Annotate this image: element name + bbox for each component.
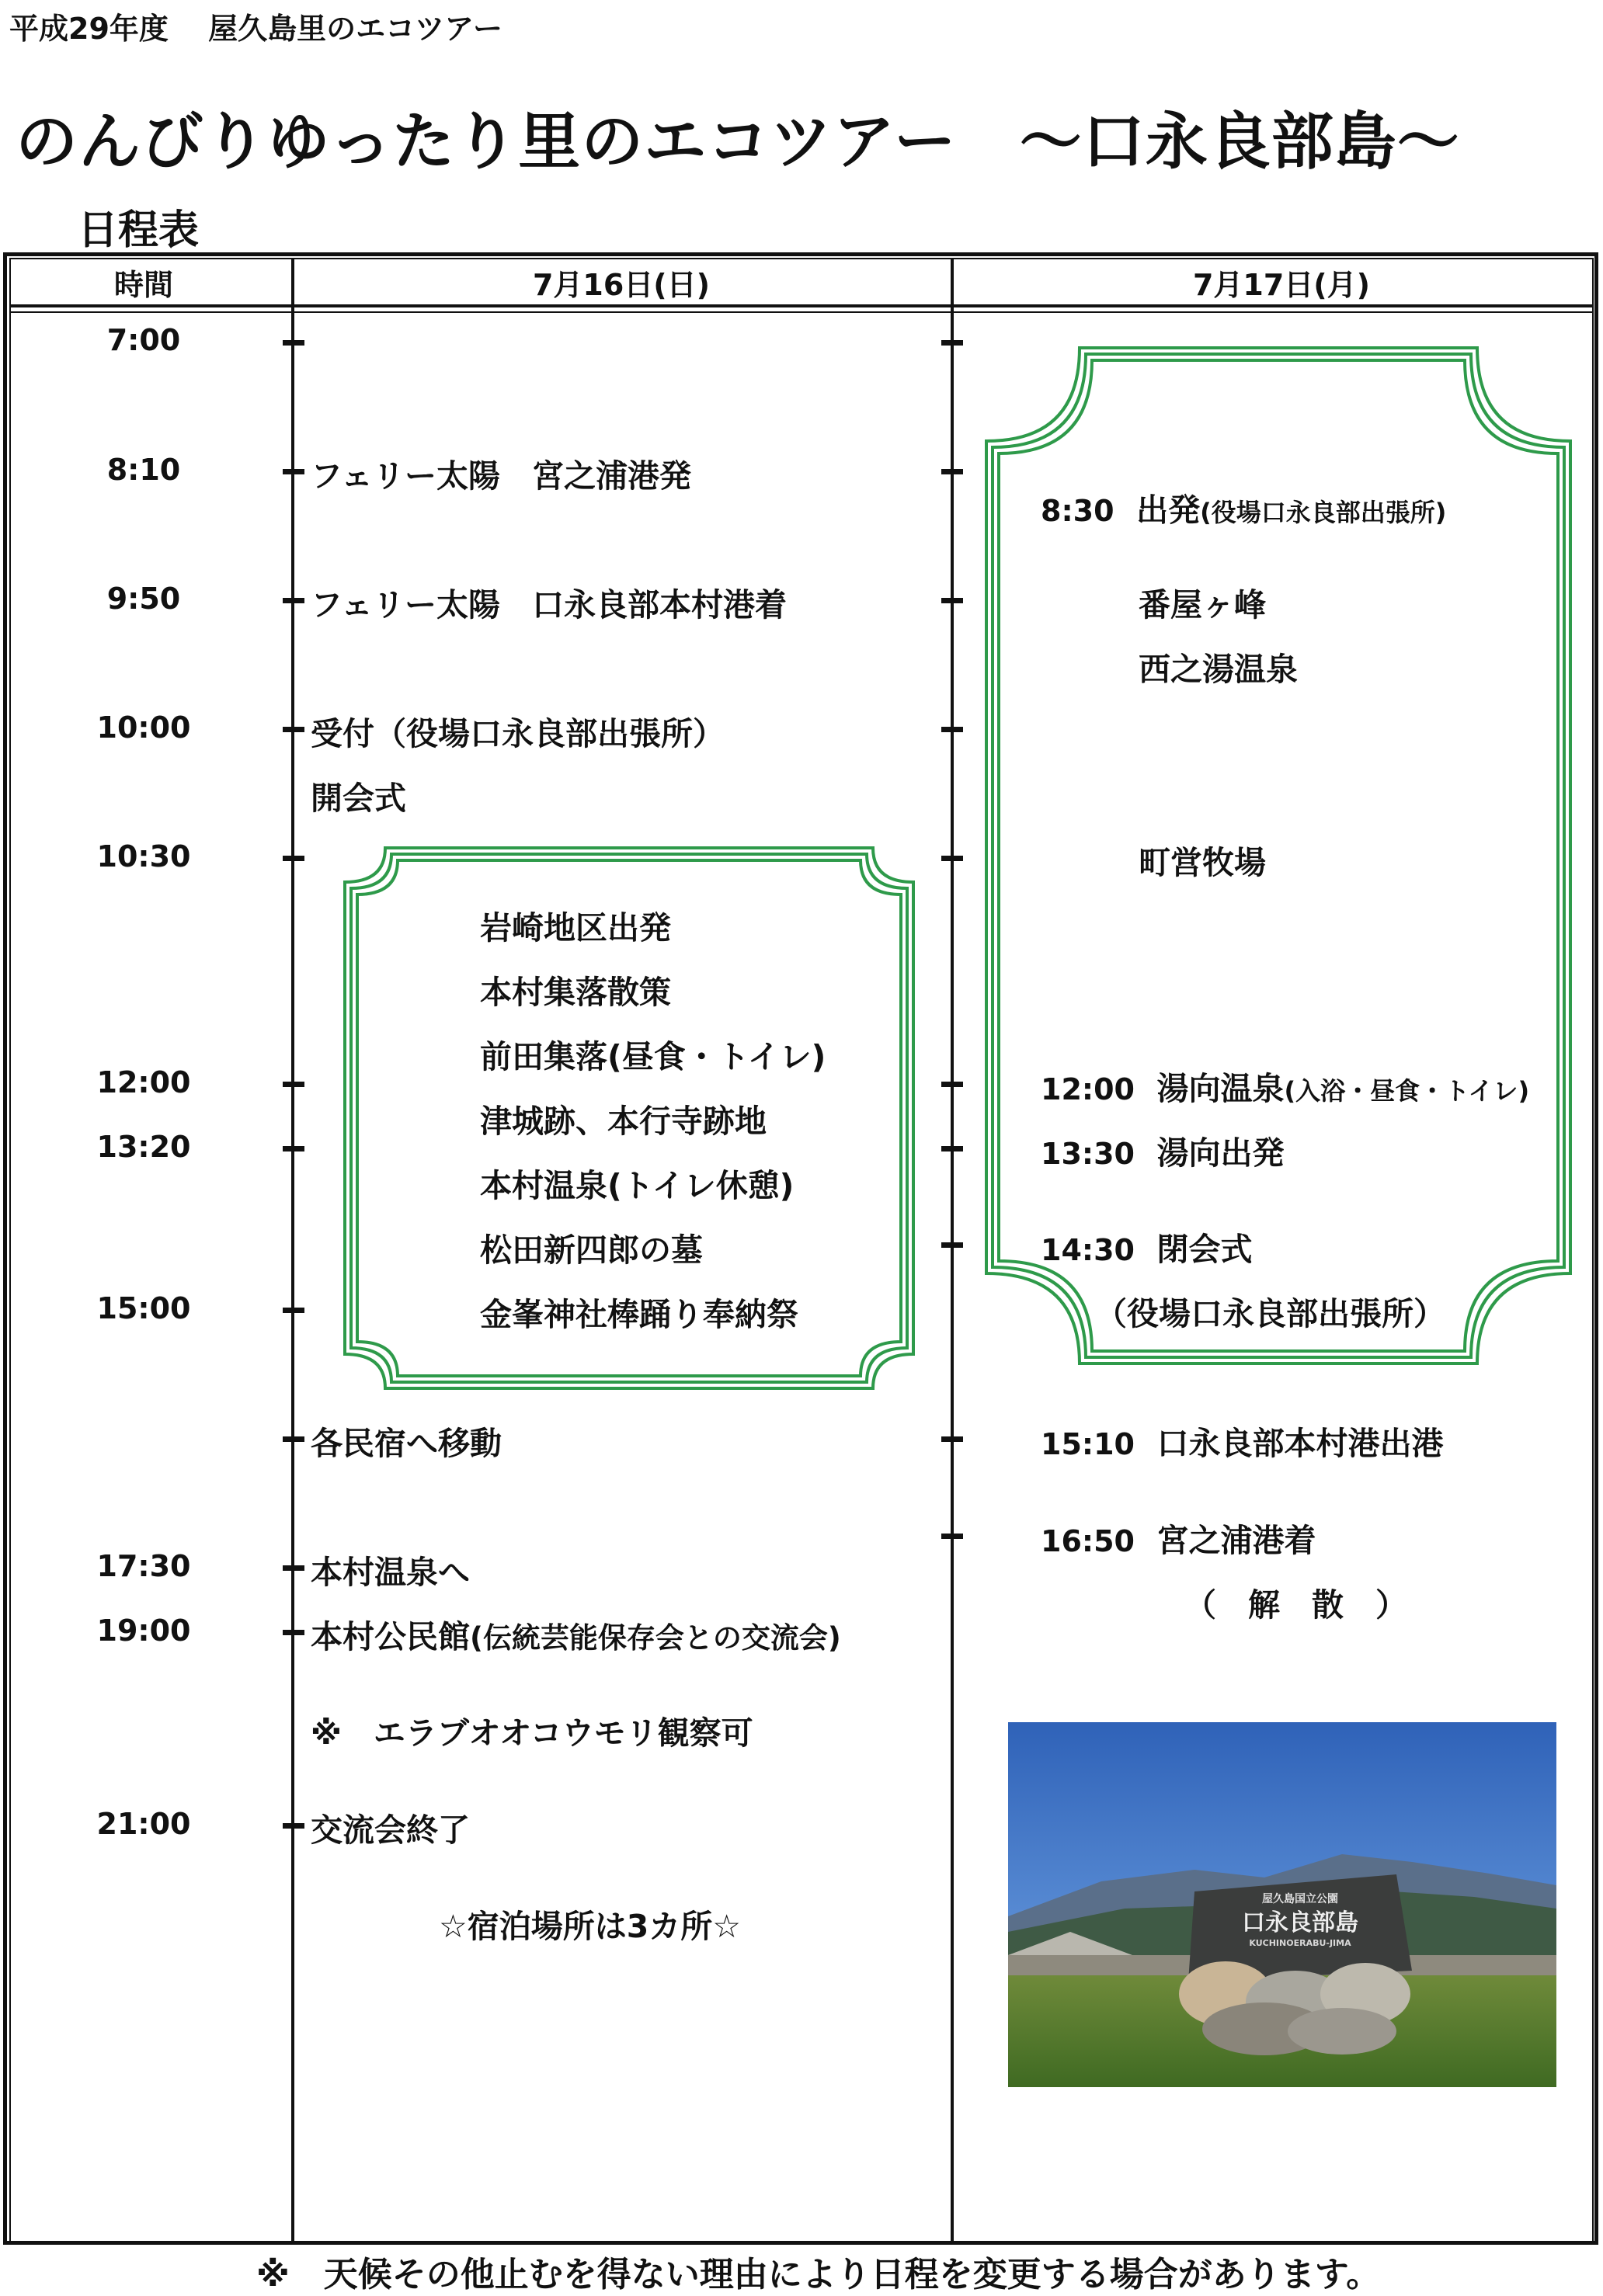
day1-bat-note: ※ エラブオオコウモリ観察可 — [311, 1714, 753, 1752]
tour-stop: 金峯神社棒踊り奉納祭 — [480, 1296, 798, 1333]
time-tick — [283, 1436, 304, 1442]
time-tick — [941, 1242, 963, 1248]
time-label: 13:20 — [96, 1130, 191, 1164]
day1-ferry-arrive: フェリー太陽 口永良部本村港着 — [311, 586, 787, 623]
day2-stop-ranch: 町営牧場 — [1139, 844, 1266, 881]
day1-lodging-note: ☆宿泊場所は3カ所☆ — [439, 1908, 742, 1945]
column-divider-1 — [291, 258, 294, 2242]
day1-onsen: 本村温泉へ — [311, 1554, 470, 1591]
day1-hall: 本村公民館(伝統芸能保存会との交流会) — [311, 1618, 841, 1655]
header-divider-inner — [9, 311, 1594, 313]
time-tick — [283, 1565, 304, 1571]
day2-depart: 8:30 出発(役場口永良部出張所) — [1041, 492, 1447, 529]
svg-text:口永良部島: 口永良部島 — [1242, 1909, 1358, 1936]
tour-stop: 本村集落散策 — [480, 974, 671, 1011]
tour-stop: 前田集落(昼食・トイレ) — [480, 1038, 826, 1075]
day2-stop-nishinoyu: 西之湯温泉 — [1139, 651, 1298, 688]
time-tick — [941, 340, 963, 346]
time-tick — [941, 727, 963, 732]
time-tick — [941, 856, 963, 861]
day2-closing-place: （役場口永良部出張所） — [1095, 1295, 1445, 1332]
time-label: 19:00 — [96, 1613, 191, 1648]
time-tick — [283, 1082, 304, 1087]
footer-note: ※ 天候その他止むを得ない理由により日程を変更する場合があります。 — [256, 2255, 1381, 2294]
time-label: 15:00 — [96, 1291, 191, 1325]
time-tick — [283, 1630, 304, 1635]
day2-port-depart: 15:10 口永良部本村港出港 — [1041, 1425, 1444, 1462]
time-tick — [941, 1534, 963, 1539]
time-tick — [283, 1823, 304, 1829]
time-tick — [283, 469, 304, 474]
time-tick — [283, 598, 304, 603]
island-monument-photo — [1008, 1722, 1556, 2087]
header-top-line: 平成29年度 屋久島里のエコツアー — [9, 12, 502, 46]
time-tick — [941, 469, 963, 474]
time-tick — [283, 1308, 304, 1313]
day2-closing: 14:30 閉会式 — [1041, 1231, 1253, 1268]
day1-end: 交流会終了 — [311, 1811, 470, 1849]
column-header-time: 時間 — [113, 268, 173, 302]
day1-ferry-depart: フェリー太陽 宮之浦港発 — [311, 457, 691, 495]
time-tick — [283, 856, 304, 861]
time-label: 9:50 — [106, 582, 181, 616]
time-label: 12:00 — [96, 1065, 191, 1099]
time-label: 10:00 — [96, 710, 191, 745]
tour-stop: 津城跡、本行寺跡地 — [480, 1103, 767, 1140]
day2-yumuki-onsen: 12:00 湯向温泉(入浴・昼食・トイレ) — [1041, 1070, 1530, 1107]
time-tick — [941, 1082, 963, 1087]
tour-stop: 本村温泉(トイレ休憩) — [480, 1167, 795, 1204]
time-tick — [941, 598, 963, 603]
time-tick — [283, 727, 304, 732]
time-label: 21:00 — [96, 1807, 191, 1841]
svg-text:KUCHINOERABU-JIMA: KUCHINOERABU-JIMA — [1249, 1938, 1351, 1948]
time-label: 7:00 — [106, 323, 181, 357]
tour-stop: 岩崎地区出発 — [480, 909, 671, 947]
day1-opening: 開会式 — [311, 780, 406, 817]
day1-reception: 受付（役場口永良部出張所） — [311, 715, 725, 752]
day2-arrive: 16:50 宮之浦港着 — [1041, 1522, 1316, 1559]
time-label: 8:10 — [106, 453, 181, 487]
header-divider — [9, 304, 1594, 307]
schedule-subtitle: 日程表 — [78, 207, 200, 254]
day2-stop-banyagamine: 番屋ヶ峰 — [1139, 586, 1266, 623]
column-header-day2: 7月17日(月) — [1192, 268, 1371, 302]
column-header-day1: 7月16日(日) — [532, 268, 711, 302]
time-tick — [283, 340, 304, 346]
tour-stop: 松田新四郎の墓 — [480, 1231, 703, 1269]
page-title: のんびりゆったり里のエコツアー ～口永良部島～ — [16, 106, 1460, 178]
svg-text:屋久島国立公園: 屋久島国立公園 — [1262, 1893, 1338, 1905]
time-label: 17:30 — [96, 1549, 191, 1583]
time-tick — [941, 1146, 963, 1151]
time-label: 10:30 — [96, 839, 191, 874]
day1-move: 各民宿へ移動 — [311, 1425, 502, 1462]
day2-yumuki-depart: 13:30 湯向出発 — [1041, 1134, 1285, 1172]
time-tick — [283, 1146, 304, 1151]
time-tick — [941, 1436, 963, 1442]
day2-dismiss: （ 解 散 ） — [1184, 1586, 1407, 1624]
column-divider-2 — [951, 258, 954, 2242]
